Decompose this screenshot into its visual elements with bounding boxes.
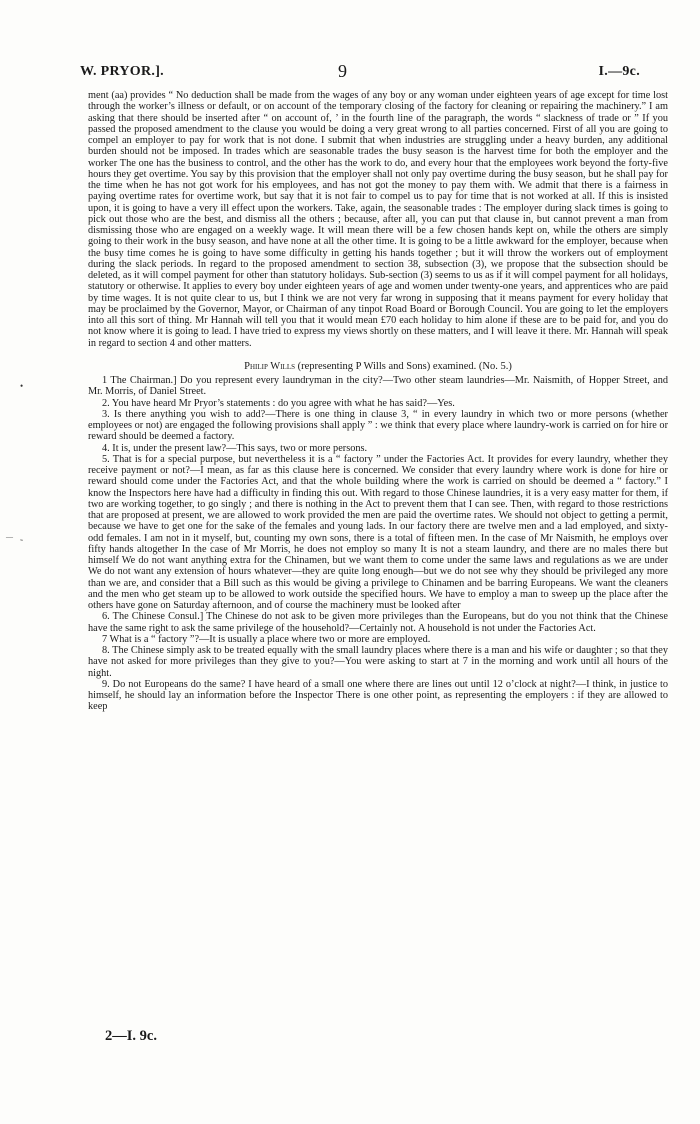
witness-name: Philip Wills xyxy=(244,360,295,372)
page-number: 9 xyxy=(338,61,348,81)
witness-description: (representing P Wills and Sons) examined. (No. 5.) xyxy=(297,360,512,372)
qa-item: 7 What is a “ factory ”?—It is usually a place where two or more are employed. xyxy=(102,633,431,645)
footer-signature: 2—I. 9c. xyxy=(105,1028,157,1044)
document-body xyxy=(88,90,668,713)
qa-item: 8. The Chinese simply ask to be treated equally with the small laundry places where there is a man and his wife or daughter ; so that they have not asked for more privileges than they give to you?—You were asking to start at 7 in the morning and work until all hours of the night. xyxy=(88,645,668,679)
document-reference: I.—9c. xyxy=(598,64,640,79)
qa-item: 4. It is, under the present law?—This says, two or more persons. xyxy=(102,442,368,454)
header-speaker: W. PRYOR.]. xyxy=(80,64,164,79)
qa-item: 9. Do not Europeans do the same? I have heard of a small one where there are lines out until 12 o’clock at night?—I think, in justice to himself, he should lay an information before the Inspector There is one other point, as representing the employers : if they are allowed to keep xyxy=(88,678,668,713)
qa-item: 5. That is for a special purpose, but nevertheless it is a “ factory ” under the Factories Act. It provides for every laundry, whether they receive payment or not?—I mean, as far as this clause here is concerned. We consider that every laundry where work is done for hire or reward should come under the Factories Act, and that the whole building where the work is carried on should be deemed a “ factory.” I know the Inspectors here have had a difficulty in finding this out. With regard to those Chinese laundries, it is a very easy matter for them, if two are working together, to go singly ; and there is nothing in the Act to prevent them that I can see. Then, with regard to those restrictions that are proposed at present, we are allowed to work provided the men are paid the overtime rates. We should not object to getting a permit, because we have to get one for the sake of the females and young lads. In our factory there are twelve men and a lad employed, and sixty-odd females. I am not in it myself, but, counting my own sons, there is a total of fifteen men. In the case of Mr Naismith, he employs over fifty hands altogether In the case of Mr Morris, he does not employ so many It is not a steam laundry, and there are no males there but himself We do not want anything extra for the Chinamen, but we want them to come under the same laws and regulations as we are under We do not want any extension of hours whatever—they are quite long enough—but we do not see why they should be privileged any more than we are, and consider that a Bill such as this would be giving a privilege to Chinamen and be barring Europeans. We want the cleaners and the men who get steam up to be allowed to work outside the specified hours. We have to employ a man to sweep up the place after the others have gone on Saturday afternoon, and of course the machinery must be looked after xyxy=(88,453,668,611)
qa-item: 1 The Chairman.] Do you represent every laundryman in the city?—Two other steam laundries—Mr. Naismith, of Hopper Street, and Mr. Morris, of Daniel Street. xyxy=(88,375,668,398)
witness-heading xyxy=(88,361,668,372)
testimony-paragraph: ment (aa) provides “ No deduction shall be made from the wages of any boy or any woman under eighteen years of age except for time lost through the worker’s illness or default, or on account of the temporary closing of the factory for cleaning or repairing the machinery.” I am asking that there should be inserted after “ on account of, ’ in the fourth line of the paragraph, the words “ slackness of trade or ” If you passed the proposed amendment to the clause you would be doing a very great wrong to all parties concerned. First of all you are going to compel an employer to pay for work that is not done. I submit that when industries are struggling under a heavy burden, any additional burden should not be imposed. In trades which are seasonable trades the busy season is the harvest time for both the employer and the worker The one has the business to control, and the other has the work to do, and every hour that the employees work beyond the forty-five hours they get overtime. You say by this provision that the employer shall not only pay overtime during the busy season, but he shall pay for the time when he has not got work for his employees, and has not got the money to pay them with. We admit that there is a fairness in paying overtime rates for overtime work, but say that it is not fair to compel us to pay for time that is not worked at all. If this is insisted upon, it is going to have a very ill effect upon the workers. Take, again, the seasonable trades : The employer during slack times is going to pick out those who are the best, and dismiss all the others ; because, after all, you can put that clause in, but cannot prevent a man from dismissing those who are engaged on a weekly wage. It will mean there will be a few chosen hands kept on, while the others are simply going to their work in the busy season, and have none at all the other time. It is going to be a little awkward for the employer, because when the busy time comes he is going to have some difficulty in getting his hands together ; but it will throw the workers out of employment during the slack periods. In regard to the proposed amendment to section 38, subsection (3), we propose that the subsection should be deleted, as it will compel payment for other than statutory holidays. Sub-section (3) seems to us as if it will compel payment for all holidays, statutory or otherwise. It applies to every boy under eighteen years of age and women under twenty-one years, and apprentices who are paid by time wages. It is not quite clear to us, but I think we are not very far wrong in supposing that it means payment for every holiday that may be proclaimed by the Governor, Mayor, or Chairman of any tinpot Road Board or Borough Council. You are going to let the employers into all this sort of thing. Mr Hannah will tell you that it would mean £70 each holiday to him alone if these are to be paid for, and you do not know where it is going to lead. I have tried to express my views shortly on these matters, and I will leave it there. Mr. Hannah will speak in regard to section 4 and other matters. xyxy=(88,90,668,349)
qa-item: 6. The Chinese Consul.] The Chinese do not ask to be given more privileges than the Europeans, but do you not think that the Chinese have the same right to ask the same privilege of the household?—Certainly not. A household is not under the Factories Act. xyxy=(88,611,668,634)
qa-item: 2. You have heard Mr Pryor’s statements : do you agree with what he has said?—Yes. xyxy=(102,397,455,409)
margin-mark: — xyxy=(6,533,13,541)
margin-mark: • xyxy=(20,381,24,391)
qa-item: 3. Is there anything you wish to add?—There is one thing in clause 3, “ in every laundry in which two or more persons (whether employees or not) are engaged the following provisions shall apply ” : we think that every place where laundry-work is carried on for hire or reward should be deemed a factory. xyxy=(88,408,668,443)
margin-mark: ˜ xyxy=(20,538,23,548)
